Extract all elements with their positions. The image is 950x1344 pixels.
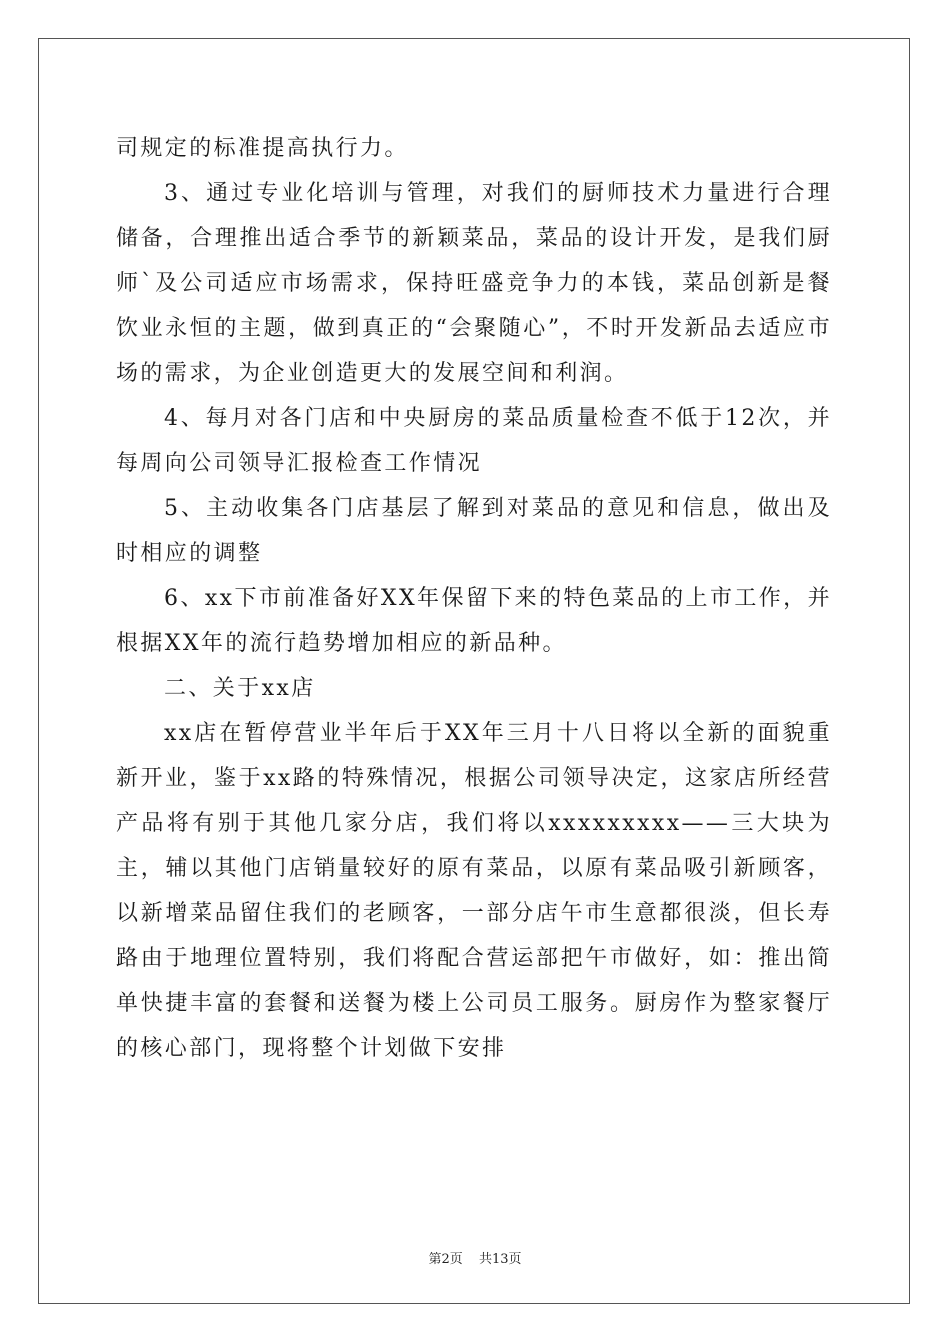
paragraph-3: 5、主动收集各门店基层了解到对菜品的意见和信息，做出及时相应的调整 [116, 496, 832, 566]
page-total: 共13页 [478, 1252, 522, 1267]
document-body [116, 126, 832, 1071]
page-number: 第2页 [428, 1252, 463, 1267]
paragraph-0: 司规定的标准提高执行力。 [116, 136, 409, 161]
page-footer [0, 1248, 950, 1267]
paragraph-6: xx店在暂停营业半年后于XX年三月十八日将以全新的面貌重新开业，鉴于xx路的特殊情况，根据公司领导决定，这家店所经营产品将有别于其他几家分店，我们将以xxxxxxxxx——三大块为主，辅以其他门店销量较好的原有菜品，以原有菜品吸引新顾客，以新增菜品留住我们的老顾客，一部分店午市生意都很淡，但长寿路由于地理位置特别，我们将配合营运部把午市做好，如：推出简单快捷丰富的套餐和送餐为楼上公司员工服务。厨房作为整家餐厅的核心部门，现将整个计划做下安排 [116, 721, 832, 1061]
section-heading: 二、关于xx店 [164, 676, 316, 701]
paragraph-1: 3、通过专业化培训与管理，对我们的厨师技术力量进行合理储备，合理推出适合季节的新颖菜品，菜品的设计开发，是我们厨师`及公司适应市场需求，保持旺盛竞争力的本钱，菜品创新是餐饮业永恒的主题，做到真正的“会聚随心”，不时开发新品去适应市场的需求，为企业创造更大的发展空间和利润。 [116, 181, 832, 386]
paragraph-2: 4、每月对各门店和中央厨房的菜品质量检查不低于12次，并每周向公司领导汇报检查工作情况 [116, 406, 832, 476]
paragraph-4: 6、xx下市前准备好XX年保留下来的特色菜品的上市工作，并根据XX年的流行趋势增加相应的新品种。 [116, 586, 832, 656]
